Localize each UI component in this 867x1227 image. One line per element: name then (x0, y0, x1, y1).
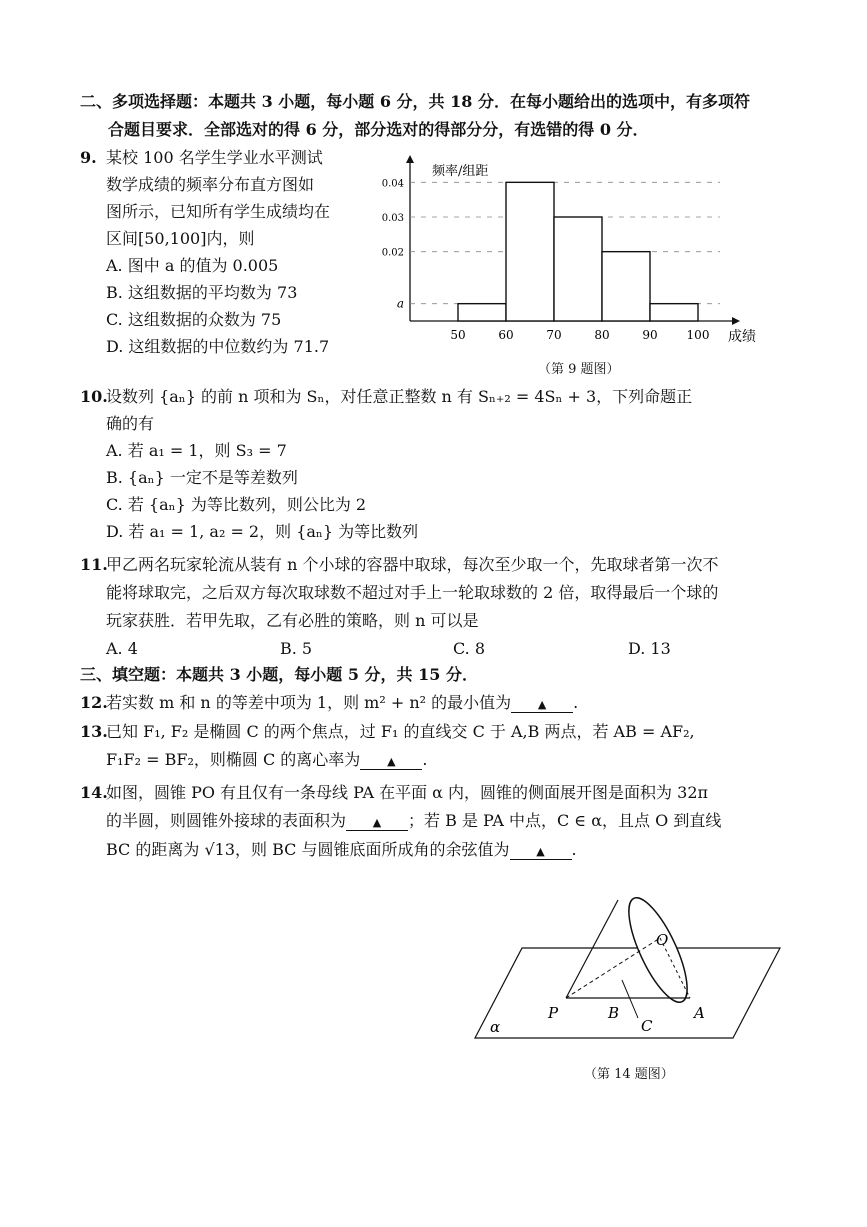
q12-line (106, 693, 578, 713)
q14-number: 14. (80, 783, 108, 802)
q9-number: 9. (80, 148, 97, 167)
q9-stem-line3: 图所示，已知所有学生成绩均在 (106, 202, 331, 221)
cone-slant-top (566, 900, 618, 998)
q10-option-b: B. {aₙ} 一定不是等差数列 (106, 468, 298, 487)
x-tick-label: 70 (546, 328, 562, 342)
q9-stem-line4: 区间[50,100]内，则 (106, 229, 255, 248)
label-p: P (548, 1004, 559, 1022)
x-tick-label: 60 (498, 328, 514, 342)
label-o: O (656, 931, 669, 949)
x-tick-label: 50 (450, 328, 466, 342)
histogram-bar (602, 252, 650, 321)
histogram-bar (458, 304, 506, 321)
q14-answer-blank-2[interactable]: ▲ (510, 845, 572, 860)
label-a: A (694, 1004, 705, 1022)
segment-po (566, 938, 660, 998)
x-tick-label: 80 (594, 328, 610, 342)
q12-text: 若实数 m 和 n 的等差中项为 1，则 m² + n² 的最小值为 (106, 693, 512, 712)
label-b: B (608, 1004, 620, 1022)
q11-line2: 能将球取完，之后双方每次取球数不超过对手上一轮取球数的 2 倍，取得最后一个球的 (106, 583, 719, 602)
cone-base (618, 891, 699, 1010)
q10-stem-line1: 设数列 {aₙ} 的前 n 项和为 Sₙ，对任意正整数 n 有 Sₙ₊₂ = 4Sₙ + 3，下列命题正 (106, 387, 693, 406)
q14-text-c: BC 的距离为 √13，则 BC 与圆锥底面所成角的余弦值为 (106, 840, 510, 859)
x-axis-label: 成绩 (728, 329, 756, 345)
q10-option-c: C. 若 {aₙ} 为等比数列，则公比为 2 (106, 495, 367, 514)
q13-number: 13. (80, 722, 108, 741)
q14-cone-figure (470, 890, 790, 1050)
q9-histogram (380, 155, 770, 355)
q10-option-d: D. 若 a₁ = 1, a₂ = 2，则 {aₙ} 为等比数列 (106, 522, 419, 541)
q13-answer-blank[interactable]: ▲ (360, 755, 422, 770)
q11-line3: 玩家获胜．若甲先取，乙有必胜的策略，则 n 可以是 (106, 611, 479, 630)
q10-option-a: A. 若 a₁ = 1，则 S₃ = 7 (106, 441, 287, 460)
q14-line1: 如图，圆锥 PO 有且仅有一条母线 PA 在平面 α 内，圆锥的侧面展开图是面积为 32π (106, 783, 709, 802)
q13-end: . (422, 750, 428, 769)
q14-answer-blank-1[interactable]: ▲ (346, 816, 408, 831)
q14-text-b: ；若 B 是 PA 中点，C ∈ α，且点 O 到直线 (408, 811, 722, 830)
y-tick-label: 0.02 (381, 247, 404, 259)
x-tick-label: 100 (686, 328, 710, 342)
q12-answer-blank[interactable]: ▲ (511, 698, 573, 713)
section3-heading: 三、填空题：本题共 3 小题，每小题 5 分，共 15 分． (80, 665, 478, 684)
q9-option-b: B. 这组数据的平均数为 73 (106, 283, 298, 302)
q14-text-d: . (571, 840, 577, 859)
y-tick-label: a (396, 296, 404, 311)
q10-number: 10. (80, 387, 108, 406)
q11-line1: 甲乙两名玩家轮流从装有 n 个小球的容器中取球，每次至少取一个，先取球者第一次不 (106, 555, 719, 574)
q11-number: 11. (80, 555, 108, 574)
q13-line2 (106, 750, 427, 770)
q14-line3 (106, 840, 577, 860)
q10-stem-line2: 确的有 (106, 414, 155, 433)
x-axis-arrow (732, 317, 740, 325)
q12-end: . (573, 693, 579, 712)
label-alpha: α (490, 1018, 501, 1036)
q12-number: 12. (80, 693, 108, 712)
q9-stem-line2: 数学成绩的频率分布直方图如 (106, 175, 315, 194)
histogram-bar (506, 182, 554, 321)
q13-text: F₁F₂ = BF₂，则椭圆 C 的离心率为 (106, 750, 361, 769)
y-axis-arrow (406, 155, 414, 163)
y-axis-label: 频率/组距 (432, 164, 489, 179)
segment-bc (622, 980, 638, 1018)
q11-option-a: A. 4 (106, 639, 138, 658)
q13-line1: 已知 F₁, F₂ 是椭圆 C 的两个焦点，过 F₁ 的直线交 C 于 A,B 两点，若 AB = AF₂, (106, 722, 695, 741)
q14-caption: （第 14 题图） (584, 1067, 674, 1082)
y-tick-label: 0.04 (381, 178, 404, 190)
histogram-bar (650, 304, 698, 321)
q14-line2 (106, 811, 721, 831)
section2-heading-line2: 合题目要求．全部选对的得 6 分，部分选对的得部分分，有选错的得 0 分． (108, 120, 649, 139)
section2-heading-line1: 二、多项选择题：本题共 3 小题，每小题 6 分，共 18 分．在每小题给出的选项中，有多项符 (80, 92, 750, 111)
q11-option-d: D. 13 (628, 639, 671, 658)
q9-caption: （第 9 题图） (538, 362, 620, 377)
q9-stem-line1: 某校 100 名学生学业水平测试 (106, 148, 323, 167)
x-tick-label: 90 (642, 328, 658, 342)
y-tick-label: 0.03 (381, 213, 404, 224)
q14-text-a: 的半圆，则圆锥外接球的表面积为 (106, 811, 347, 830)
q11-option-c: C. 8 (453, 639, 486, 658)
label-c: C (641, 1017, 653, 1035)
histogram-bar (554, 217, 602, 321)
q9-option-d: D. 这组数据的中位数约为 71.7 (106, 337, 330, 356)
q9-option-c: C. 这组数据的众数为 75 (106, 310, 282, 329)
q9-option-a: A. 图中 a 的值为 0.005 (106, 256, 279, 275)
q11-option-b: B. 5 (280, 639, 313, 658)
